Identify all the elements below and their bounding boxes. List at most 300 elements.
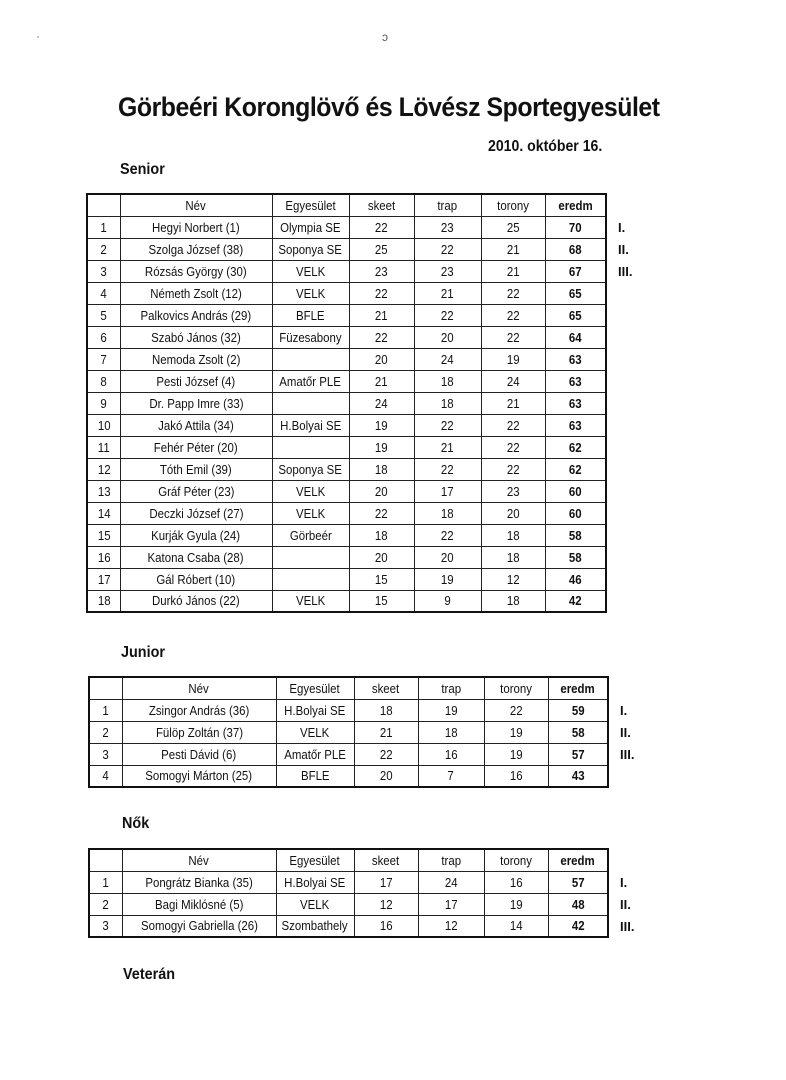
header-torony — [484, 849, 548, 871]
place-marker: II. — [618, 242, 629, 257]
cell-value: Soponya SE — [278, 241, 343, 257]
table-row — [89, 743, 608, 765]
cell-value: 48 — [571, 896, 585, 912]
cell-value: 23 — [506, 483, 520, 499]
header-label: torony — [497, 197, 529, 213]
cell-value: Gál Róbert (10) — [156, 571, 236, 587]
cell-skeet — [349, 524, 414, 546]
cell-club — [276, 721, 354, 743]
cell-result — [545, 370, 606, 392]
cell-num — [87, 546, 120, 568]
cell-trap — [414, 458, 481, 480]
cell-num — [87, 260, 120, 282]
cell-value: 21 — [441, 285, 454, 301]
cell-value: 63 — [568, 395, 582, 411]
cell-value: 15 — [375, 571, 388, 587]
cell-skeet — [349, 590, 414, 612]
cell-num — [87, 304, 120, 326]
header-row — [87, 194, 606, 216]
cell-torony — [481, 480, 545, 502]
place-marker: II. — [620, 897, 631, 912]
cell-torony — [481, 326, 545, 348]
cell-num — [89, 871, 122, 893]
cell-value: 15 — [97, 527, 111, 543]
cell-skeet — [349, 546, 414, 568]
cell-result — [545, 238, 606, 260]
cell-trap — [418, 699, 484, 721]
cell-skeet — [349, 238, 414, 260]
cell-result — [545, 260, 606, 282]
cell-value: Gráf Péter (23) — [157, 483, 235, 499]
cell-skeet — [354, 893, 418, 915]
cell-value: 23 — [441, 219, 454, 235]
cell-result — [545, 502, 606, 524]
section-label-senior: Senior — [120, 161, 165, 178]
cell-value: 18 — [444, 724, 458, 740]
cell-trap — [414, 216, 481, 238]
cell-value: 19 — [506, 351, 520, 367]
cell-skeet — [349, 348, 414, 370]
cell-skeet — [349, 480, 414, 502]
cell-result — [545, 458, 606, 480]
cell-value: Görbeér — [289, 527, 332, 543]
cell-value: 22 — [441, 461, 454, 477]
cell-torony — [484, 893, 548, 915]
cell-value: 16 — [509, 768, 523, 784]
table-row — [87, 458, 606, 480]
header-trap — [418, 677, 484, 699]
cell-value: VELK — [295, 285, 326, 301]
header-num — [87, 194, 120, 216]
cell-value: 43 — [571, 768, 585, 784]
header-result — [548, 849, 608, 871]
document-title: Görbeéri Koronglövő és Lövész Sportegyesület — [118, 92, 660, 122]
header-label: trap — [441, 680, 461, 696]
cell-value: H.Bolyai SE — [284, 874, 346, 890]
cell-trap — [414, 590, 481, 612]
cell-value: Fehér Péter (20) — [154, 439, 238, 455]
cell-value: 21 — [506, 263, 520, 279]
cell-value: 12 — [444, 918, 458, 934]
header-skeet — [349, 194, 414, 216]
cell-value: 25 — [506, 219, 520, 235]
cell-value: 18 — [441, 395, 454, 411]
cell-skeet — [349, 414, 414, 436]
cell-result — [548, 721, 608, 743]
header-label: skeet — [372, 852, 400, 868]
cell-num — [87, 216, 120, 238]
cell-name — [120, 568, 272, 590]
cell-value: 7 — [447, 768, 455, 784]
cell-num — [89, 699, 122, 721]
cell-value: Kurják Gyula (24) — [151, 527, 241, 543]
senior-results-table — [86, 193, 607, 613]
header-result — [548, 677, 608, 699]
cell-value: Olympia SE — [280, 219, 341, 235]
cell-value: 63 — [568, 373, 582, 389]
table-row — [89, 765, 608, 787]
cell-torony — [481, 524, 545, 546]
cell-num — [89, 893, 122, 915]
cell-club — [272, 392, 349, 414]
cell-value: 21 — [441, 439, 454, 455]
cell-trap — [414, 524, 481, 546]
cell-value: Durkó János (22) — [152, 593, 240, 609]
cell-value: 24 — [375, 395, 388, 411]
section-label-veteran: Veterán — [123, 966, 176, 983]
cell-value: 23 — [375, 263, 388, 279]
cell-name — [122, 699, 276, 721]
table-row — [87, 370, 606, 392]
cell-value: 62 — [568, 439, 582, 455]
cell-club — [276, 765, 354, 787]
cell-value: Palkovics András (29) — [140, 307, 252, 323]
cell-value: 6 — [100, 329, 107, 345]
header-label: eredm — [560, 852, 595, 868]
cell-torony — [481, 568, 545, 590]
cell-num — [87, 414, 120, 436]
cell-name — [122, 721, 276, 743]
place-marker: I. — [620, 875, 628, 890]
cell-value: 63 — [568, 417, 582, 433]
cell-value: 19 — [509, 896, 523, 912]
cell-trap — [418, 721, 484, 743]
cell-trap — [414, 348, 481, 370]
header-club — [276, 677, 354, 699]
cell-torony — [481, 216, 545, 238]
cell-torony — [481, 502, 545, 524]
cell-skeet — [349, 502, 414, 524]
cell-torony — [481, 546, 545, 568]
cell-num — [87, 568, 120, 590]
cell-value: 16 — [379, 918, 393, 934]
cell-value: 2 — [100, 241, 107, 257]
cell-num — [87, 238, 120, 260]
cell-club — [272, 590, 349, 612]
table-row — [89, 915, 608, 937]
cell-club — [272, 348, 349, 370]
cell-name — [120, 348, 272, 370]
cell-value: 42 — [571, 918, 585, 934]
cell-value: 57 — [571, 874, 585, 890]
cell-value: 46 — [568, 571, 582, 587]
cell-value: 70 — [568, 219, 582, 235]
cell-name — [120, 502, 272, 524]
cell-num — [87, 436, 120, 458]
cell-num — [89, 743, 122, 765]
cell-value: 22 — [375, 329, 388, 345]
header-trap — [414, 194, 481, 216]
header-label: skeet — [367, 197, 396, 213]
cell-club — [276, 743, 354, 765]
cell-num — [87, 282, 120, 304]
cell-torony — [481, 370, 545, 392]
cell-value: Szabó János (32) — [151, 329, 241, 345]
cell-value: 65 — [568, 307, 582, 323]
cell-value: Pongrátz Bianka (35) — [145, 874, 253, 890]
cell-club — [272, 568, 349, 590]
cell-trap — [418, 915, 484, 937]
cell-torony — [484, 765, 548, 787]
table-row — [87, 436, 606, 458]
cell-value: Somogyi Gabriella (26) — [140, 918, 258, 934]
header-torony — [481, 194, 545, 216]
cell-value: 4 — [102, 768, 109, 784]
cell-club — [272, 546, 349, 568]
cell-value: 7 — [100, 351, 107, 367]
cell-trap — [418, 871, 484, 893]
cell-value: 60 — [568, 505, 582, 521]
cell-num — [87, 326, 120, 348]
cell-value: 18 — [375, 527, 388, 543]
cell-result — [548, 915, 608, 937]
cell-trap — [414, 304, 481, 326]
cell-club — [272, 326, 349, 348]
cell-torony — [481, 458, 545, 480]
table-row — [89, 893, 608, 915]
cell-name — [122, 915, 276, 937]
cell-value: 10 — [97, 417, 111, 433]
cell-value: 24 — [506, 373, 520, 389]
table-row — [87, 414, 606, 436]
place-marker: I. — [620, 703, 628, 718]
cell-value: 16 — [97, 549, 111, 565]
cell-value: 64 — [568, 329, 582, 345]
header-label: Név — [188, 852, 210, 868]
cell-value: 17 — [97, 571, 111, 587]
cell-value: 59 — [571, 702, 585, 718]
cell-value: 63 — [568, 351, 582, 367]
place-marker: I. — [618, 220, 626, 235]
cell-torony — [481, 260, 545, 282]
header-row — [89, 849, 608, 871]
cell-club — [272, 216, 349, 238]
place-marker: III. — [620, 919, 635, 934]
cell-value: 1 — [100, 219, 107, 235]
cell-num — [87, 348, 120, 370]
cell-result — [545, 436, 606, 458]
cell-value: 1 — [102, 702, 109, 718]
header-label: torony — [500, 852, 532, 868]
cell-value: 2 — [102, 896, 109, 912]
cell-trap — [414, 238, 481, 260]
cell-skeet — [349, 216, 414, 238]
header-club — [276, 849, 354, 871]
header-label: Egyesület — [289, 852, 341, 868]
cell-result — [545, 568, 606, 590]
cell-value: 20 — [441, 329, 454, 345]
table-row — [87, 568, 606, 590]
cell-name — [120, 458, 272, 480]
cell-value: Bagi Miklósné (5) — [154, 896, 244, 912]
cell-value: 22 — [441, 307, 454, 323]
cell-value: VELK — [295, 593, 326, 609]
cell-trap — [414, 436, 481, 458]
cell-name — [120, 260, 272, 282]
cell-name — [120, 326, 272, 348]
table-row — [87, 524, 606, 546]
cell-value: 19 — [441, 571, 454, 587]
cell-value: Rózsás György (30) — [145, 263, 247, 279]
cell-value: 22 — [375, 505, 388, 521]
cell-value: 3 — [100, 263, 107, 279]
nok-results-table — [88, 848, 609, 938]
cell-result — [545, 282, 606, 304]
cell-value: 3 — [102, 746, 109, 762]
table-row — [89, 721, 608, 743]
cell-num — [87, 502, 120, 524]
header-torony — [484, 677, 548, 699]
section-label-nok: Nők — [122, 815, 150, 832]
cell-skeet — [349, 304, 414, 326]
place-marker: III. — [620, 747, 635, 762]
cell-value: 22 — [506, 417, 520, 433]
table-row — [87, 502, 606, 524]
cell-club — [272, 480, 349, 502]
cell-value: VELK — [295, 483, 326, 499]
cell-torony — [481, 282, 545, 304]
cell-torony — [484, 699, 548, 721]
cell-value: Füzesabony — [279, 329, 342, 345]
cell-name — [122, 743, 276, 765]
cell-trap — [414, 326, 481, 348]
cell-num — [87, 524, 120, 546]
cell-value: 20 — [375, 351, 388, 367]
cell-value: VELK — [295, 505, 326, 521]
header-row — [89, 677, 608, 699]
table-row — [87, 326, 606, 348]
cell-club — [272, 414, 349, 436]
cell-name — [120, 436, 272, 458]
cell-club — [272, 370, 349, 392]
cell-torony — [481, 392, 545, 414]
scan-mark: ͻ — [382, 30, 388, 44]
cell-value: Katona Csaba (28) — [147, 549, 245, 565]
cell-club — [276, 871, 354, 893]
cell-value: 2 — [102, 724, 109, 740]
cell-value: 18 — [375, 461, 388, 477]
cell-value: 1 — [102, 874, 109, 890]
cell-value: 19 — [375, 439, 388, 455]
cell-skeet — [349, 392, 414, 414]
cell-value: 15 — [375, 593, 388, 609]
cell-torony — [484, 915, 548, 937]
table-row — [87, 304, 606, 326]
cell-value: 22 — [506, 461, 520, 477]
cell-value: 22 — [506, 439, 520, 455]
cell-value: 22 — [509, 702, 523, 718]
table-row — [87, 282, 606, 304]
cell-num — [87, 590, 120, 612]
cell-value: Németh Zsolt (12) — [150, 285, 242, 301]
header-name — [122, 677, 276, 699]
table-row — [87, 216, 606, 238]
cell-num — [87, 458, 120, 480]
cell-torony — [484, 871, 548, 893]
cell-trap — [414, 480, 481, 502]
cell-result — [545, 348, 606, 370]
cell-torony — [481, 304, 545, 326]
document-date: 2010. október 16. — [488, 138, 603, 155]
cell-name — [120, 282, 272, 304]
cell-club — [272, 502, 349, 524]
cell-value: H.Bolyai SE — [284, 702, 346, 718]
cell-result — [545, 590, 606, 612]
place-marker: III. — [618, 264, 633, 279]
cell-value: H.Bolyai SE — [279, 417, 342, 433]
cell-value: 21 — [506, 241, 520, 257]
cell-value: BFLE — [300, 768, 330, 784]
table-row — [87, 348, 606, 370]
cell-value: 17 — [444, 896, 458, 912]
cell-value: 22 — [506, 307, 520, 323]
header-result — [545, 194, 606, 216]
cell-value: 57 — [571, 746, 585, 762]
cell-value: Nemoda Zsolt (2) — [151, 351, 241, 367]
cell-club — [272, 524, 349, 546]
cell-value: 16 — [444, 746, 458, 762]
table-row — [87, 392, 606, 414]
header-club — [272, 194, 349, 216]
cell-club — [272, 304, 349, 326]
table-row — [89, 699, 608, 721]
cell-torony — [481, 436, 545, 458]
cell-value: 18 — [506, 527, 520, 543]
cell-value: 13 — [97, 483, 111, 499]
cell-club — [276, 893, 354, 915]
cell-result — [548, 743, 608, 765]
cell-value: 21 — [506, 395, 520, 411]
cell-value: 4 — [100, 285, 107, 301]
header-label: eredm — [558, 197, 593, 213]
cell-value: Jakó Attila (34) — [158, 417, 234, 433]
section-label-junior: Junior — [121, 644, 166, 661]
cell-value: Fülöp Zoltán (37) — [155, 724, 243, 740]
table-row — [87, 480, 606, 502]
cell-value: 67 — [568, 263, 582, 279]
cell-trap — [414, 282, 481, 304]
cell-name — [120, 392, 272, 414]
header-label: trap — [441, 852, 461, 868]
cell-value: 20 — [375, 549, 388, 565]
cell-value: Zsingor András (36) — [148, 702, 250, 718]
cell-skeet — [349, 260, 414, 282]
header-label: torony — [500, 680, 532, 696]
cell-value: Soponya SE — [278, 461, 343, 477]
cell-name — [120, 304, 272, 326]
cell-num — [87, 392, 120, 414]
cell-value: Szombathely — [281, 918, 349, 934]
cell-value: 18 — [506, 549, 520, 565]
cell-value: 22 — [441, 417, 454, 433]
cell-value: 24 — [444, 874, 458, 890]
cell-value: 19 — [509, 724, 523, 740]
header-label: Egyesület — [285, 197, 336, 213]
cell-torony — [481, 348, 545, 370]
cell-value: 12 — [97, 461, 111, 477]
cell-torony — [481, 238, 545, 260]
cell-result — [545, 480, 606, 502]
cell-value: 21 — [375, 307, 388, 323]
header-num — [89, 849, 122, 871]
cell-result — [545, 326, 606, 348]
table-row — [87, 238, 606, 260]
cell-value: 60 — [568, 483, 582, 499]
cell-trap — [414, 260, 481, 282]
header-label: Név — [185, 197, 207, 213]
cell-result — [545, 414, 606, 436]
cell-value: 14 — [509, 918, 523, 934]
